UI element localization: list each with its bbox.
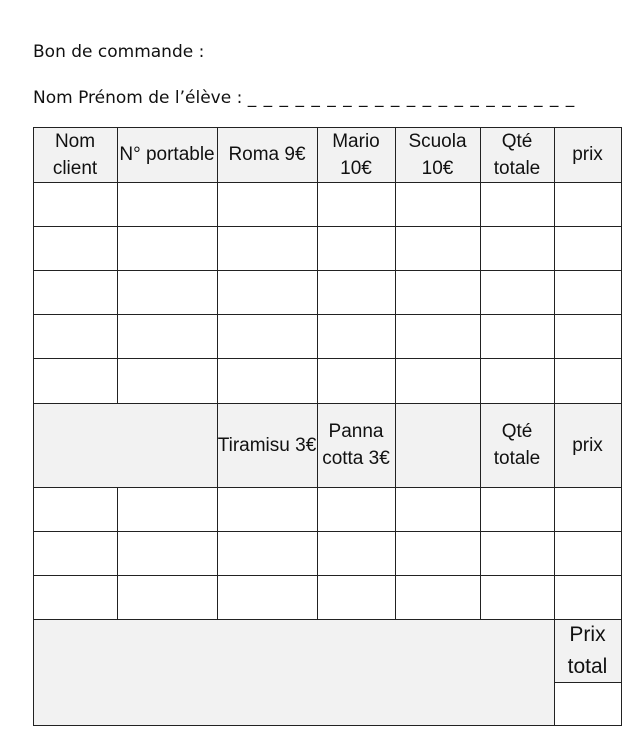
form-title: Bon de commande : <box>33 42 205 62</box>
header-pizza-price: prix <box>554 127 621 182</box>
header-phone: N° portable <box>117 127 217 182</box>
header-client-name: Nom client <box>33 127 117 182</box>
header-pizza-qty: Qté totale <box>480 127 554 182</box>
student-name-blank[interactable]: _ _ _ _ _ _ _ _ _ _ _ _ _ _ _ _ _ _ _ _ _ <box>247 88 576 108</box>
total-price-label: Prix total <box>554 619 621 682</box>
header-mario: Mario 10€ <box>317 127 395 182</box>
header-tiramisu: Tiramisu 3€ <box>217 403 317 487</box>
header-dessert-price: prix <box>554 403 621 487</box>
header-dessert-qty: Qté totale <box>480 403 554 487</box>
header-roma: Roma 9€ <box>217 127 317 182</box>
student-name-label: Nom Prénom de l’élève : <box>33 88 243 108</box>
header-panna-cotta: Panna cotta 3€ <box>317 403 395 487</box>
header-scuola: Scuola 10€ <box>395 127 480 182</box>
